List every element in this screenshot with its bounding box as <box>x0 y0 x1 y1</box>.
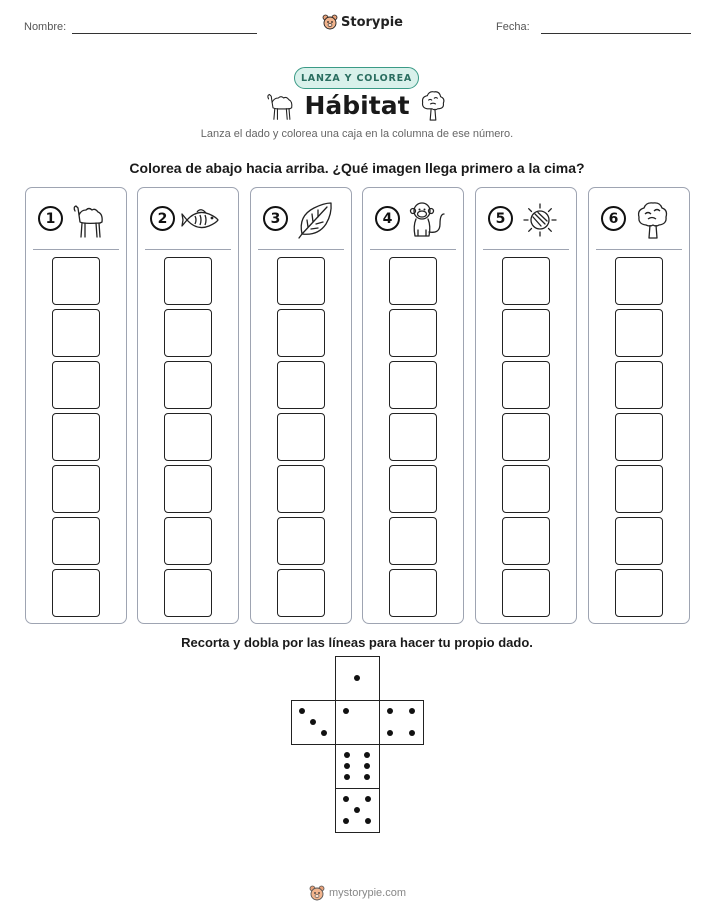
color-box[interactable] <box>277 309 325 357</box>
color-box[interactable] <box>52 361 100 409</box>
color-box[interactable] <box>277 257 325 305</box>
column-number: 6 <box>601 206 626 231</box>
die-pip <box>364 774 370 780</box>
color-box[interactable] <box>389 569 437 617</box>
die-pip <box>344 752 350 758</box>
tree-icon <box>419 90 447 122</box>
color-box[interactable] <box>615 569 663 617</box>
die-face-6 <box>335 744 380 789</box>
color-box[interactable] <box>389 465 437 513</box>
name-label: Nombre: <box>24 21 67 33</box>
footer-url[interactable]: mystorypie.com <box>329 887 407 899</box>
brand-name: Storypie <box>341 14 403 30</box>
die-pip <box>409 708 415 714</box>
color-box[interactable] <box>52 465 100 513</box>
column-number: 5 <box>488 206 513 231</box>
column-2 <box>137 187 239 624</box>
instruction: Colorea de abajo hacia arriba. ¿Qué imagen llega primero a la cima? <box>129 160 585 176</box>
die-face-4 <box>379 700 424 745</box>
die-face-1-center <box>335 700 380 745</box>
color-box[interactable] <box>164 361 212 409</box>
bear-logo-icon <box>309 885 325 901</box>
color-box[interactable] <box>389 309 437 357</box>
die-face-5 <box>335 788 380 833</box>
color-box[interactable] <box>502 569 550 617</box>
column-divider <box>145 249 231 250</box>
die-pip <box>365 796 371 802</box>
color-box[interactable] <box>164 517 212 565</box>
color-box[interactable] <box>389 257 437 305</box>
leaf-icon <box>294 200 336 240</box>
color-box[interactable] <box>52 257 100 305</box>
die-pip <box>354 807 360 813</box>
color-box[interactable] <box>52 309 100 357</box>
color-box[interactable] <box>164 569 212 617</box>
die-pip <box>343 708 349 714</box>
color-box[interactable] <box>502 309 550 357</box>
die-pip <box>409 730 415 736</box>
color-box[interactable] <box>615 517 663 565</box>
cut-instruction: Recorta y dobla por las líneas para hacer tu propio dado. <box>181 635 533 650</box>
die-pip <box>387 708 393 714</box>
column-number: 4 <box>375 206 400 231</box>
column-5 <box>475 187 577 624</box>
footer <box>309 885 406 901</box>
die-pip <box>343 818 349 824</box>
color-box[interactable] <box>52 569 100 617</box>
column-number: 1 <box>38 206 63 231</box>
color-box[interactable] <box>615 309 663 357</box>
die-pip <box>387 730 393 736</box>
column-number: 2 <box>150 206 175 231</box>
column-3 <box>250 187 352 624</box>
die-pip <box>310 719 316 725</box>
color-box[interactable] <box>502 257 550 305</box>
column-divider <box>258 249 344 250</box>
die-face-1-top <box>335 656 380 701</box>
color-box[interactable] <box>164 465 212 513</box>
fish-icon <box>181 200 223 240</box>
color-box[interactable] <box>164 257 212 305</box>
die-pip <box>344 763 350 769</box>
color-box[interactable] <box>615 361 663 409</box>
color-box[interactable] <box>389 517 437 565</box>
color-box[interactable] <box>389 361 437 409</box>
color-box[interactable] <box>277 361 325 409</box>
die-face-3 <box>291 700 336 745</box>
color-box[interactable] <box>502 465 550 513</box>
tree-icon <box>632 200 674 240</box>
date-line[interactable] <box>541 33 691 34</box>
monkey-icon <box>406 200 448 240</box>
die-pip <box>321 730 327 736</box>
color-box[interactable] <box>615 465 663 513</box>
column-divider <box>596 249 682 250</box>
color-box[interactable] <box>277 465 325 513</box>
camel-icon <box>69 200 111 240</box>
color-box[interactable] <box>615 413 663 461</box>
die-pip <box>364 763 370 769</box>
color-box[interactable] <box>277 413 325 461</box>
bear-logo-icon <box>322 14 338 30</box>
color-box[interactable] <box>164 413 212 461</box>
color-box[interactable] <box>389 413 437 461</box>
die-pip <box>354 675 360 681</box>
color-box[interactable] <box>502 413 550 461</box>
page-title: Hábitat <box>304 91 410 120</box>
column-divider <box>370 249 456 250</box>
color-box[interactable] <box>52 413 100 461</box>
sun-icon <box>519 200 561 240</box>
color-box[interactable] <box>277 569 325 617</box>
date-label: Fecha: <box>496 21 530 33</box>
column-4 <box>362 187 464 624</box>
column-6 <box>588 187 690 624</box>
subtitle: Lanza el dado y colorea una caja en la columna de ese número. <box>200 128 514 140</box>
brand-logo <box>322 14 403 30</box>
color-box[interactable] <box>164 309 212 357</box>
color-box[interactable] <box>277 517 325 565</box>
die-pip <box>299 708 305 714</box>
die-pip <box>365 818 371 824</box>
color-box[interactable] <box>502 361 550 409</box>
column-divider <box>483 249 569 250</box>
name-line[interactable] <box>72 33 257 34</box>
color-box[interactable] <box>52 517 100 565</box>
activity-badge: LANZA Y COLOREA <box>294 67 419 89</box>
column-divider <box>33 249 119 250</box>
color-box[interactable] <box>502 517 550 565</box>
color-box[interactable] <box>615 257 663 305</box>
die-pip <box>364 752 370 758</box>
column-number: 3 <box>263 206 288 231</box>
die-pip <box>343 796 349 802</box>
column-1 <box>25 187 127 624</box>
die-pip <box>344 774 350 780</box>
